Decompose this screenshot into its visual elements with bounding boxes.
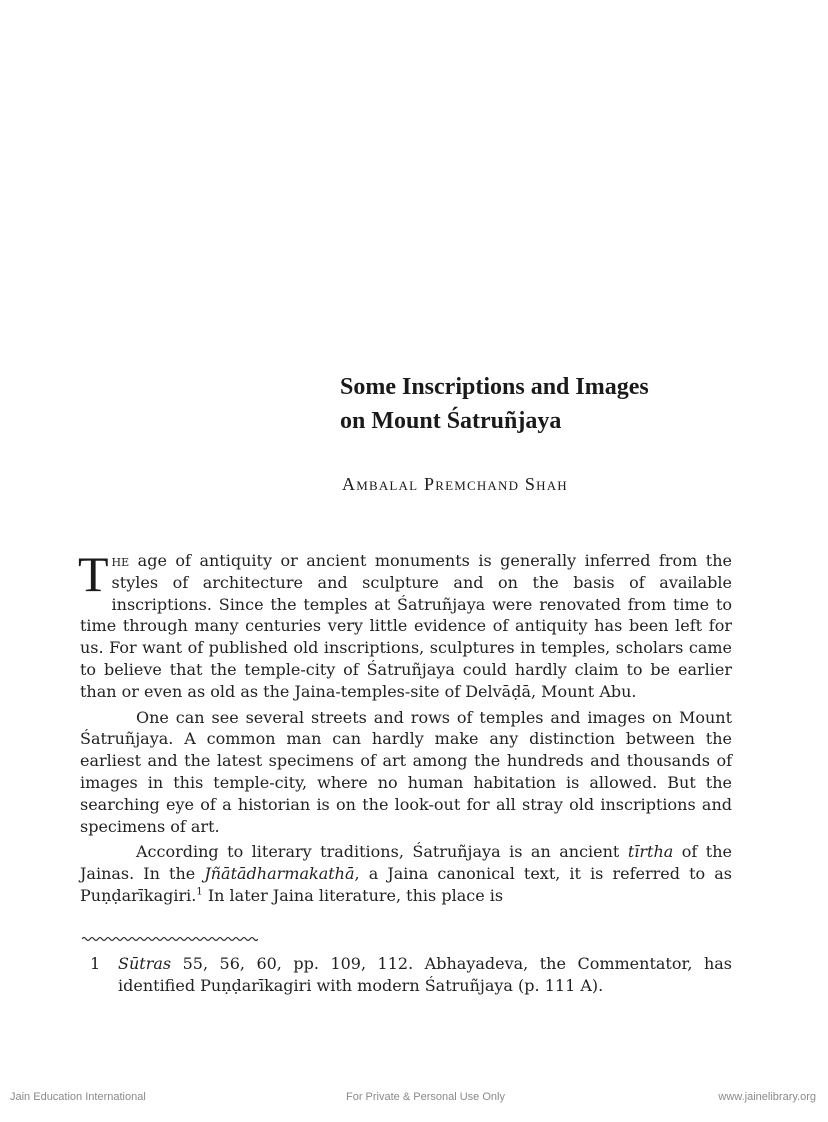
paragraph-3-part-b: of the Jainas. In the <box>80 842 732 884</box>
paragraph-3-part-a: According to literary traditions, Śatruñjaya is an ancient <box>136 842 628 862</box>
footnote-separator <box>82 936 258 942</box>
canonical-text-title: Jñātādharmakathā <box>204 864 355 884</box>
footnote-text <box>118 953 732 997</box>
paragraph-1-lead: he <box>111 551 130 570</box>
paragraph-2: One can see several streets and rows of temples and images on Mount Śatruñjaya. A common man can hardly make any distinction between the earliest and the latest specimens of art among the hundreds and thousands of images in this temple-city, where no human habitation is allowed. But the searching eye of a historian is on the look-out for all stray old inscriptions and specimens of art. <box>80 707 732 836</box>
footnote-sutras: Sūtras <box>118 954 172 973</box>
watermark-left: Jain Education International <box>10 1091 146 1103</box>
article-body <box>78 546 733 907</box>
paragraph-3-part-c: , a Jaina canonical text, it is referred to as Puṇḍarīkagiri. <box>80 864 733 905</box>
drop-cap: T <box>78 546 109 602</box>
paragraph-3 <box>80 841 732 906</box>
article-title <box>340 370 760 438</box>
footnote <box>90 953 732 997</box>
watermark-center: For Private & Personal Use Only <box>346 1091 505 1103</box>
tirtha-term: tīrtha <box>627 842 674 862</box>
watermark-bar <box>0 1091 828 1107</box>
footnote-reference[interactable]: 1 <box>196 886 203 898</box>
paragraph-1-text: age of antiquity or ancient monuments is generally inferred from the styles of architecture and sculpture and on the basis of available inscriptions. Since the temples at Śatruñjaya were renovated from time to time through many centuries very little evidence of antiquity has been left for us. For want of published old inscriptions, sculptures in temples, scholars came to believe that the temple-city of Śatruñjaya could hardly claim to be earlier than or even as old as the Jaina-temples-site of Delvāḍā, Mount Abu. <box>80 551 732 701</box>
article-title-line-2: on Mount Śatruñjaya <box>340 408 562 434</box>
paragraph-3-part-d: In later Jaina literature, this place is <box>202 885 504 905</box>
article-title-line-1: Some Inscriptions and Images <box>340 374 649 400</box>
watermark-right: www.jainelibrary.org <box>718 1091 816 1103</box>
footnote-number: 1 <box>90 954 101 973</box>
paragraph-1 <box>78 546 732 703</box>
footnote-body: 55, 56, 60, pp. 109, 112. Abhayadeva, the Commentator, has identified Puṇḍarīkagiri with modern Śatruñjaya (p. 111 A). <box>118 954 732 995</box>
article-author: Ambalal Premchand Shah <box>342 474 568 494</box>
